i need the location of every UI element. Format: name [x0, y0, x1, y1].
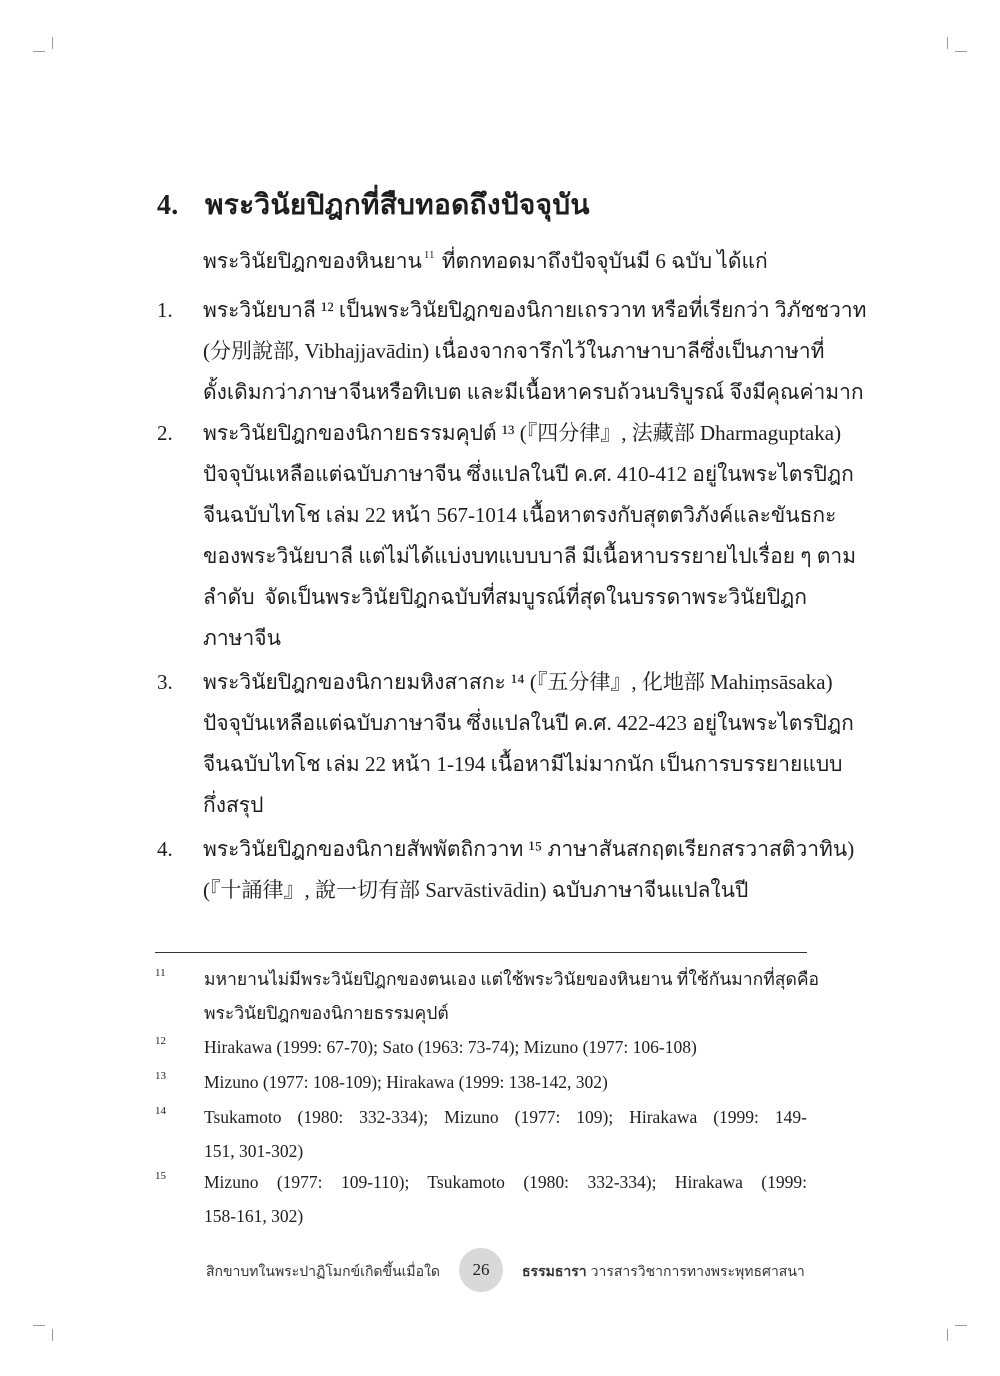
footnote	[155, 1100, 807, 1168]
list-item-number: 2.	[157, 421, 173, 445]
footnote	[155, 1165, 807, 1233]
list-item-line: ปัจจุบันเหลือแต่ฉบับภาษาจีน ซึ่งแปลในปี ค.ศ. 422-423 อยู่ในพระไตรปิฎก	[203, 711, 854, 735]
footnote-line: 151, 301-302)	[204, 1141, 304, 1161]
crop-mark	[947, 1329, 948, 1341]
list-item-line: จีนฉบับไทโช เล่ม 22 หน้า 567-1014 เนื้อหาตรงกับสุตตวิภังค์และขันธกะ	[203, 503, 837, 527]
crop-mark	[955, 51, 967, 52]
list-item	[157, 662, 854, 826]
list-item-line: พระวินัยปิฎกของนิกายธรรมคุปต์ ¹³ (『四分律』, 法藏部 Dharmaguptaka)	[203, 421, 842, 445]
footnote	[155, 1030, 807, 1064]
footnote-line: มหายานไม่มีพระวินัยปิฎกของตนเอง แต่ใช้พระวินัยของหินยาน ที่ใช้กันมากที่สุดคือ	[204, 969, 820, 989]
crop-mark	[52, 1329, 53, 1341]
footnote-number: 11	[155, 967, 166, 979]
list-item-line: พระวินัยปิฎกของนิกายสัพพัตถิกวาท ¹⁵ ภาษาสันสกฤตเรียกสรวาสติวาทิน)	[203, 837, 855, 861]
list-item	[157, 290, 867, 413]
crop-mark	[33, 51, 45, 52]
intro-text-rest: ที่ตกทอดมาถึงปัจจุบันมี 6 ฉบับ ได้แก่	[436, 249, 768, 273]
list-item-number: 4.	[157, 837, 173, 861]
list-item-line: พระวินัยบาลี ¹² เป็นพระวินัยปิฎกของนิกายเถรวาท หรือที่เรียกว่า วิภัชชวาท	[203, 298, 867, 322]
list-item	[157, 413, 857, 659]
footnote	[155, 962, 820, 1030]
footnote-number: 13	[155, 1070, 166, 1082]
section-number: 4.	[157, 190, 179, 221]
page-footer	[0, 1248, 1000, 1288]
crop-mark	[955, 1325, 967, 1326]
list-item	[157, 829, 855, 911]
intro-text: พระวินัยปิฎกของหินยาน	[203, 249, 422, 273]
section-title	[157, 183, 590, 227]
list-item-line: ปัจจุบันเหลือแต่ฉบับภาษาจีน ซึ่งแปลในปี ค.ศ. 410-412 อยู่ในพระไตรปิฎก	[203, 462, 854, 486]
list-item-line: พระวินัยปิฎกของนิกายมหิงสาสกะ ¹⁴ (『五分律』, 化地部 Mahiṃsāsaka)	[203, 670, 833, 694]
footnote-line: พระวินัยปิฎกของนิกายธรรมคุปต์	[204, 1003, 449, 1023]
crop-mark	[33, 1325, 45, 1326]
footnote-divider	[155, 952, 807, 953]
list-item-line: ดั้งเดิมกว่าภาษาจีนหรือทิเบต และมีเนื้อหาครบถ้วนบริบูรณ์ จึงมีคุณค่ามาก	[203, 380, 864, 404]
journal-subtitle: วารสารวิชาการทางพระพุทธศาสนา	[590, 1265, 805, 1280]
section-title-text: พระวินัยปิฎกที่สืบทอดถึงปัจจุบัน	[205, 190, 590, 221]
list-item-line: ภาษาจีน	[203, 626, 281, 650]
list-item-line: กึ่งสรุป	[203, 793, 264, 817]
crop-mark	[52, 37, 53, 49]
footnote	[155, 1065, 807, 1099]
list-item-line: (『十誦律』, 說一切有部 Sarvāstivādin) ฉบับภาษาจีนแปลในปี	[203, 878, 749, 902]
footer-journal	[522, 1261, 805, 1283]
list-item-line: (分別說部, Vibhajjavādin) เนื่องจากจารึกไว้ในภาษาบาลีซึ่งเป็นภาษาที่	[203, 339, 825, 363]
footnote-number: 14	[155, 1105, 166, 1117]
footnote-line: Hirakawa (1999: 67-70); Sato (1963: 73-74); Mizuno (1977: 106-108)	[204, 1037, 697, 1057]
list-item-line: จีนฉบับไทโช เล่ม 22 หน้า 1-194 เนื้อหามีไม่มากนัก เป็นการบรรยายแบบ	[203, 752, 843, 776]
section-intro	[203, 236, 768, 280]
footnote-number: 12	[155, 1035, 166, 1047]
footnote-line: Tsukamoto (1980: 332-334); Mizuno (1977: 109); Hirakawa (1999: 149-	[204, 1107, 807, 1127]
footnote-line: Mizuno (1977: 109-110); Tsukamoto (1980: 332-334); Hirakawa (1999:	[204, 1172, 807, 1192]
crop-mark	[947, 37, 948, 49]
list-item-number: 3.	[157, 670, 173, 694]
footnote-ref[interactable]: 11	[423, 249, 435, 261]
footnote-line: 158-161, 302)	[204, 1206, 304, 1226]
list-item-number: 1.	[157, 298, 173, 322]
footnote-number: 15	[155, 1170, 166, 1182]
page-number: 26	[459, 1248, 503, 1292]
journal-name: ธรรมธารา	[522, 1265, 587, 1280]
list-item-line: ของพระวินัยบาลี แต่ไม่ได้แบ่งบทแบบบาลี มีเนื้อหาบรรยายไปเรื่อย ๆ ตาม	[203, 544, 857, 568]
footnote-line: Mizuno (1977: 108-109); Hirakawa (1999: 138-142, 302)	[204, 1072, 608, 1092]
footer-article-title: สิกขาบทในพระปาฏิโมกข์เกิดขึ้นเมื่อใด	[205, 1265, 440, 1280]
list-item-line: ลำดับ จัดเป็นพระวินัยปิฎกฉบับที่สมบูรณ์ที่สุดในบรรดาพระวินัยปิฎก	[203, 585, 807, 609]
